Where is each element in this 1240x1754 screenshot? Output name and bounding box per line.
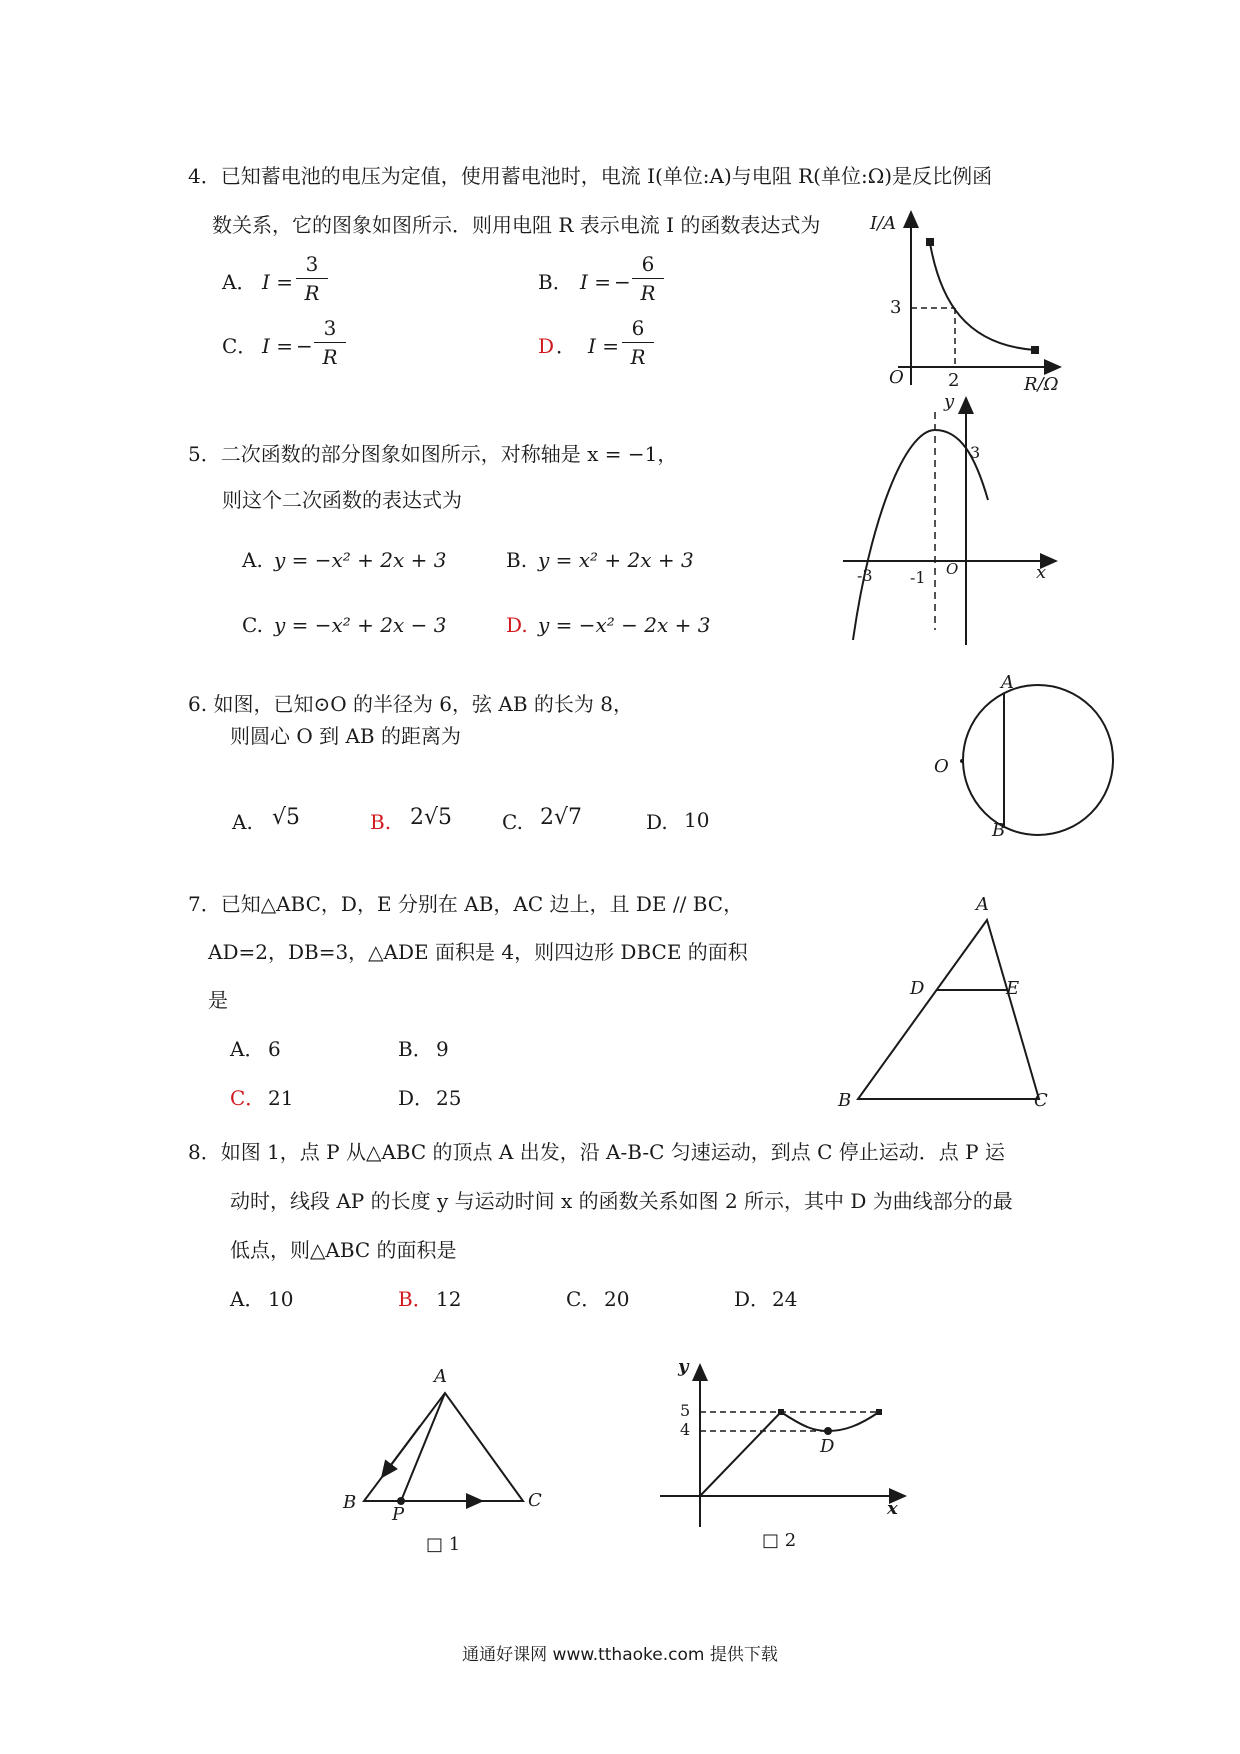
option-dot: ．: [556, 334, 576, 358]
q7-stem-line1: 7．已知△ABC，D，E 分别在 AB，AC 边上，且 DE // BC，: [188, 892, 744, 916]
option-expression: y = x² + 2x + 3: [538, 548, 694, 572]
fraction-numerator: 6: [641, 252, 655, 276]
fraction-denominator: R: [322, 345, 338, 369]
option-letter: B．: [538, 270, 573, 294]
q8-point-d-label: D: [820, 1436, 835, 1457]
fraction-numerator: 3: [323, 316, 337, 340]
option-letter: A.: [242, 548, 263, 572]
q4-stem-line2: 数关系，它的图象如图所示．则用电阻 R 表示电流 I 的函数表达式为: [212, 213, 821, 237]
q7-stem-line2: AD=2，DB=3，△ADE 面积是 4，则四边形 DBCE 的面积: [208, 940, 748, 964]
q8-point-top: [778, 1409, 784, 1415]
q8-point-end: [876, 1409, 882, 1415]
q4-stem-line1: 4．已知蓄电池的电压为定值，使用蓄电池时，电流 I(单位:A)与电阻 R(单位:Ω)是反比例函: [188, 164, 993, 188]
option-lhs: I =: [262, 270, 294, 294]
q7-point-c-label: C: [1034, 1090, 1048, 1111]
q6-stem-line2: 则圆心 O 到 AB 的距离为: [230, 724, 461, 748]
option-value: 24: [772, 1287, 798, 1311]
q8-triangle: [364, 1393, 523, 1501]
q8-y-axis-label: y: [678, 1356, 689, 1377]
q6-center-label: O: [934, 756, 949, 777]
q8-fig1-caption: □ 1: [426, 1534, 461, 1555]
q7-stem-line3: 是: [208, 988, 228, 1012]
fraction-numerator: 3: [305, 252, 319, 276]
q6-circle: [963, 685, 1113, 835]
q4-x-axis-label: R/Ω: [1024, 374, 1059, 395]
q5-x2-label: -1: [910, 568, 926, 587]
option-letter: A.: [232, 810, 253, 834]
option-expression: y = −x² + 2x − 3: [274, 613, 447, 637]
q8-line-segment: [700, 1412, 781, 1496]
option-letter: B.: [370, 810, 392, 834]
option-value: 10: [268, 1287, 294, 1311]
option-expression: y = −x² + 2x + 3: [274, 548, 447, 572]
q6-point-a-label: A: [1001, 672, 1014, 693]
option-value: √5: [272, 805, 301, 830]
q8-fig1: [364, 1393, 523, 1505]
option-letter: D.: [646, 810, 668, 834]
q8-point-a-label: A: [434, 1366, 447, 1387]
q4-x-tick-label: 2: [948, 370, 960, 391]
q8-point-c-label: C: [528, 1490, 542, 1511]
q4-curve: [930, 243, 1035, 350]
q8-fig2-caption: □ 2: [762, 1530, 797, 1551]
option-letter: B．: [398, 1287, 433, 1311]
option-letter: C．: [230, 1086, 266, 1110]
option-lhs: I =: [580, 270, 612, 294]
option-letter: A．: [222, 270, 257, 294]
q6-stem-line1: 6. 如图，已知⊙O 的半径为 6，弦 AB 的长为 8，: [188, 692, 633, 716]
q6-center-dot: [960, 759, 964, 763]
q8-stem-line3: 低点，则△ABC 的面积是: [230, 1238, 457, 1262]
q8-segment-ap: [401, 1393, 445, 1501]
option-lhs: I =: [262, 334, 294, 358]
option-letter: C．: [222, 334, 258, 358]
q5-x1-label: -3: [857, 566, 873, 585]
option-lhs: I =: [588, 334, 620, 358]
option-value: 12: [436, 1287, 462, 1311]
fraction-numerator: 6: [631, 316, 645, 340]
fraction-denominator: R: [304, 281, 320, 305]
fraction-denominator: R: [640, 281, 656, 305]
q4-y-axis-label: I/A: [870, 213, 897, 234]
option-value: 21: [268, 1086, 294, 1110]
q7-point-d-label: D: [910, 978, 925, 999]
q8-y4-label: 4: [680, 1420, 691, 1439]
option-fraction: [618, 315, 658, 370]
q8-y5-label: 5: [680, 1401, 691, 1420]
option-value: 2√5: [410, 805, 453, 830]
q7-point-b-label: B: [838, 1090, 852, 1111]
q4-y-tick-label: 3: [890, 297, 902, 318]
q5-origin-label: O: [946, 560, 959, 578]
option-fraction: [310, 315, 350, 370]
q7-figure: [858, 920, 1039, 1099]
q5-stem-line2: 则这个二次函数的表达式为: [222, 488, 462, 512]
option-value: 20: [604, 1287, 630, 1311]
option-letter: C.: [502, 810, 523, 834]
option-value: 6: [268, 1037, 281, 1061]
q5-y-axis-label: y: [944, 391, 955, 412]
option-letter: B．: [398, 1037, 433, 1061]
q8-x-axis-label: x: [887, 1498, 898, 1519]
q8-point-b-label: B: [343, 1492, 357, 1513]
option-value: 2√7: [540, 805, 583, 830]
option-sign: −: [614, 270, 631, 294]
option-fraction: [628, 251, 668, 306]
option-letter: D.: [506, 613, 528, 637]
option-letter: D．: [398, 1086, 435, 1110]
page-footer: 通通好课网 www.tthaoke.com 提供下载: [462, 1645, 778, 1665]
q8-point-p-label: P: [392, 1504, 405, 1525]
option-letter: C．: [566, 1287, 602, 1311]
q5-parabola: [853, 430, 988, 640]
q5-graph: [843, 398, 1056, 645]
q6-figure: [960, 685, 1113, 835]
option-sign: −: [296, 334, 313, 358]
option-value: 25: [436, 1086, 462, 1110]
q6-point-b-label: B: [992, 820, 1006, 841]
q8-stem-line1: 8．如图 1，点 P 从△ABC 的顶点 A 出发，沿 A-B-C 匀速运动，到点 C 停止运动．点 P 运: [188, 1140, 1005, 1164]
q5-stem-line1: 5．二次函数的部分图象如图所示，对称轴是 x = −1，: [188, 442, 678, 466]
option-letter: D: [538, 334, 555, 358]
q8-point-d: [824, 1427, 832, 1435]
q8-fig2: [660, 1365, 905, 1527]
option-expression: y = −x² − 2x + 3: [538, 613, 711, 637]
q7-point-a-label: A: [976, 894, 989, 915]
q4-origin-label: O: [889, 367, 904, 388]
q5-y-intercept-label: 3: [970, 443, 981, 462]
q4-graph: [898, 212, 1060, 385]
option-fraction: [292, 251, 332, 306]
option-letter: A．: [230, 1287, 265, 1311]
q7-triangle: [858, 920, 1039, 1099]
q4-start-point: [927, 239, 933, 245]
q8-stem-line2: 动时，线段 AP 的长度 y 与运动时间 x 的函数关系如图 2 所示，其中 D 为曲线部分的最: [230, 1189, 1013, 1213]
fraction-denominator: R: [630, 345, 646, 369]
q5-x-axis-label: x: [1036, 562, 1047, 583]
option-value: 10: [684, 808, 710, 832]
option-letter: A．: [230, 1037, 265, 1061]
option-letter: B.: [506, 548, 528, 572]
q7-point-e-label: E: [1006, 978, 1020, 999]
option-letter: C.: [242, 613, 263, 637]
q4-end-point: [1032, 347, 1038, 353]
option-letter: D．: [734, 1287, 771, 1311]
option-value: 9: [436, 1037, 449, 1061]
